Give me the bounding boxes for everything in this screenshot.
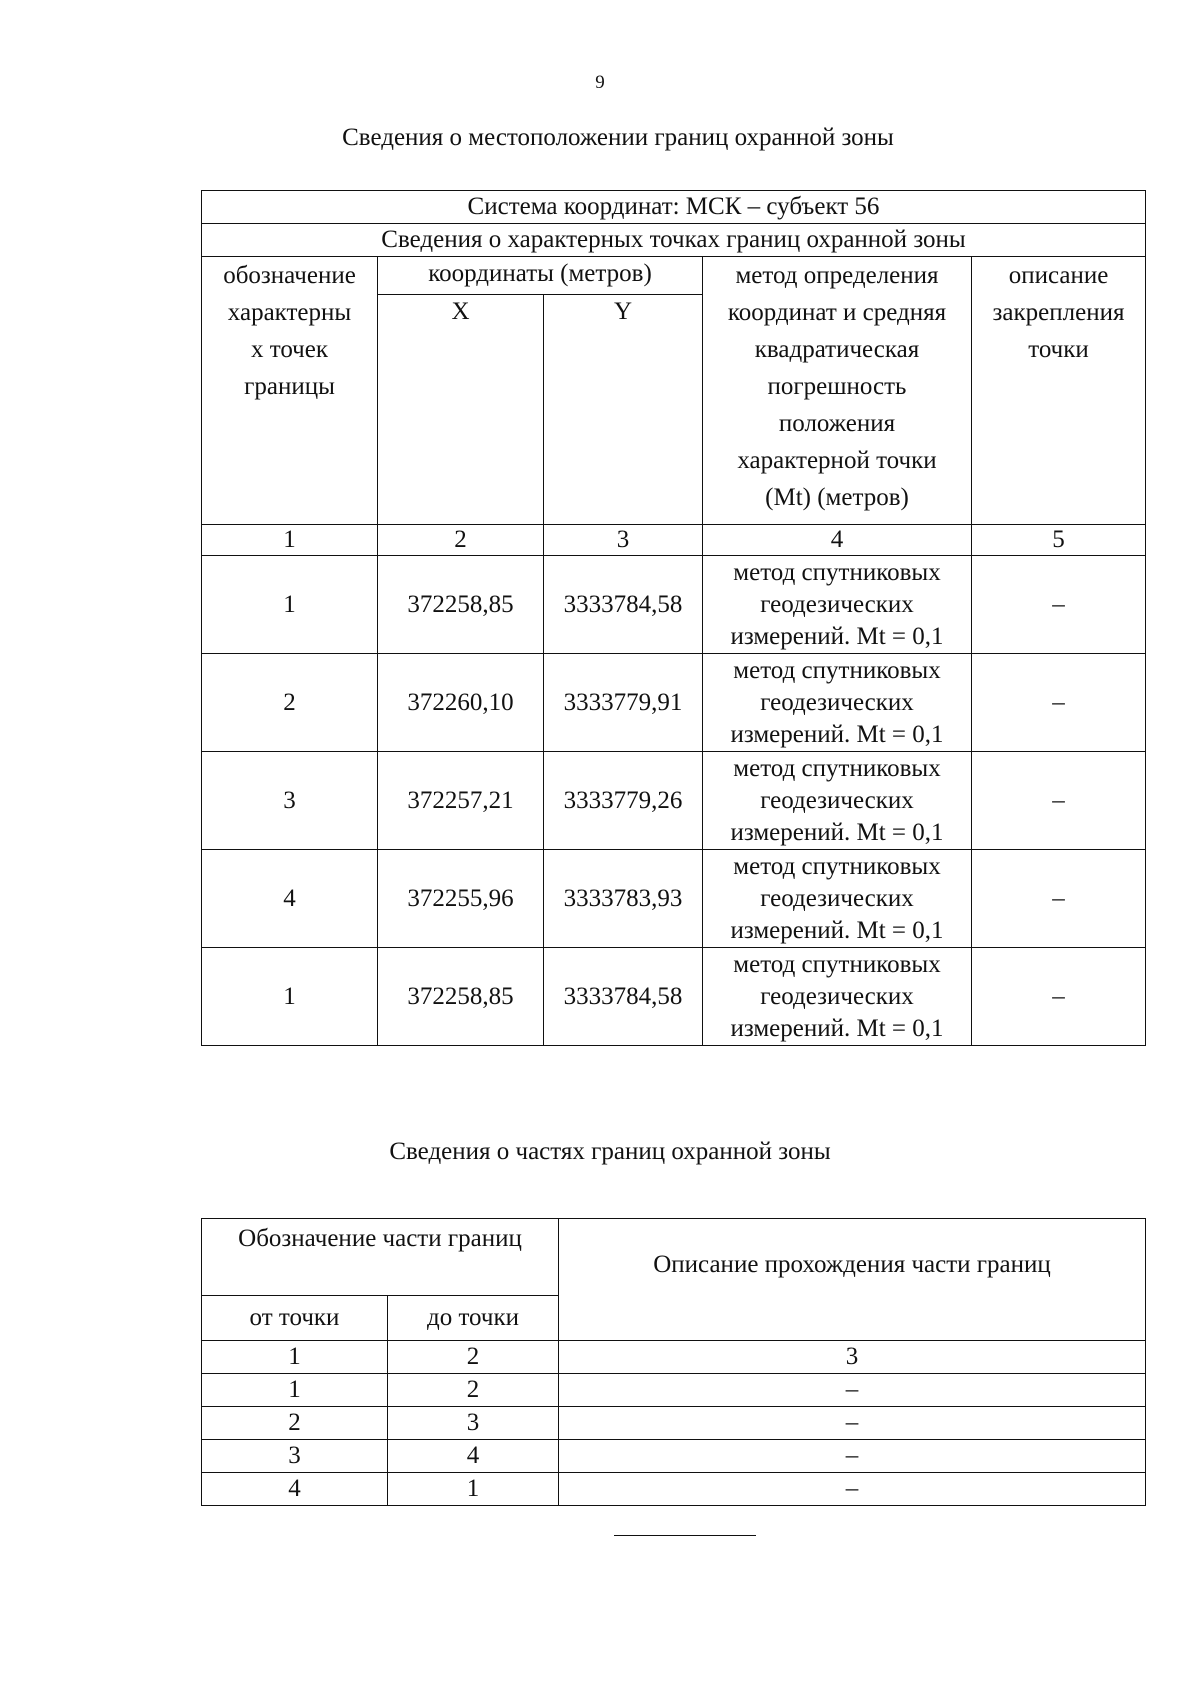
section-title-boundary-parts: Сведения о частях границ охранной зоны <box>389 1138 831 1165</box>
col-header-from-point: от точки <box>202 1296 388 1341</box>
col-number: 1 <box>202 1341 388 1374</box>
to-point: 1 <box>388 1473 559 1506</box>
coord-x: 372260,10 <box>378 654 544 752</box>
table-row <box>202 1440 1146 1473</box>
points-table-caption: Сведения о характерных точках границ охранной зоны <box>202 224 1146 257</box>
method-cell: метод спутниковых геодезических измерений. Mt = 0,1 <box>703 948 972 1046</box>
point-number: 3 <box>202 752 378 850</box>
table-row <box>202 948 1146 1046</box>
table-row <box>202 1374 1146 1407</box>
col-header-to-point: до точки <box>388 1296 559 1341</box>
col-header-part-description: Описание прохождения части границ <box>559 1219 1146 1341</box>
point-number: 4 <box>202 850 378 948</box>
from-point: 2 <box>202 1407 388 1440</box>
point-number: 1 <box>202 556 378 654</box>
section-title-boundary-location: Сведения о местоположении границ охранной зоны <box>342 124 894 151</box>
col-header-coordinates: координаты (метров) <box>378 257 703 295</box>
table-row <box>202 850 1146 948</box>
col-number: 1 <box>202 525 378 556</box>
col-header-point-designation: обозначение характерны х точек границы <box>202 257 378 525</box>
method-cell: метод спутниковых геодезических измерений. Mt = 0,1 <box>703 752 972 850</box>
coord-y: 3333779,26 <box>544 752 703 850</box>
fixing-description: – <box>972 948 1146 1046</box>
coord-x: 372255,96 <box>378 850 544 948</box>
method-cell: метод спутниковых геодезических измерений. Mt = 0,1 <box>703 654 972 752</box>
point-number: 2 <box>202 654 378 752</box>
boundary-points-table <box>201 190 1146 1046</box>
fixing-description: – <box>972 654 1146 752</box>
col-number: 3 <box>559 1341 1146 1374</box>
to-point: 3 <box>388 1407 559 1440</box>
col-number: 5 <box>972 525 1146 556</box>
point-number: 1 <box>202 948 378 1046</box>
table-row <box>202 654 1146 752</box>
fixing-description: – <box>972 556 1146 654</box>
part-description: – <box>559 1440 1146 1473</box>
end-separator-line <box>614 1535 756 1536</box>
table-row <box>202 556 1146 654</box>
table-row <box>202 1407 1146 1440</box>
col-number: 2 <box>388 1341 559 1374</box>
part-description: – <box>559 1374 1146 1407</box>
to-point: 2 <box>388 1374 559 1407</box>
boundary-parts-table <box>201 1218 1146 1506</box>
part-description: – <box>559 1407 1146 1440</box>
coordinate-system-caption: Система координат: МСК – субъект 56 <box>202 191 1146 224</box>
from-point: 4 <box>202 1473 388 1506</box>
col-header-x: X <box>378 295 544 525</box>
fixing-description: – <box>972 850 1146 948</box>
coord-y: 3333784,58 <box>544 948 703 1046</box>
col-number: 2 <box>378 525 544 556</box>
col-header-fixing-description: описание закрепления точки <box>972 257 1146 525</box>
method-cell: метод спутниковых геодезических измерений. Mt = 0,1 <box>703 556 972 654</box>
col-number: 4 <box>703 525 972 556</box>
from-point: 3 <box>202 1440 388 1473</box>
table-row <box>202 752 1146 850</box>
page-number: 9 <box>595 72 605 93</box>
coord-x: 372257,21 <box>378 752 544 850</box>
coord-x: 372258,85 <box>378 948 544 1046</box>
col-number: 3 <box>544 525 703 556</box>
coord-x: 372258,85 <box>378 556 544 654</box>
coord-y: 3333784,58 <box>544 556 703 654</box>
col-header-method: метод определения координат и средняя квадратическая погрешность положения характерной точки (Mt) (метров) <box>703 257 972 525</box>
col-header-part-designation: Обозначение части границ <box>202 1219 559 1296</box>
coord-y: 3333783,93 <box>544 850 703 948</box>
to-point: 4 <box>388 1440 559 1473</box>
table-row <box>202 1473 1146 1506</box>
coord-y: 3333779,91 <box>544 654 703 752</box>
fixing-description: – <box>972 752 1146 850</box>
method-cell: метод спутниковых геодезических измерений. Mt = 0,1 <box>703 850 972 948</box>
part-description: – <box>559 1473 1146 1506</box>
col-header-y: Y <box>544 295 703 525</box>
from-point: 1 <box>202 1374 388 1407</box>
